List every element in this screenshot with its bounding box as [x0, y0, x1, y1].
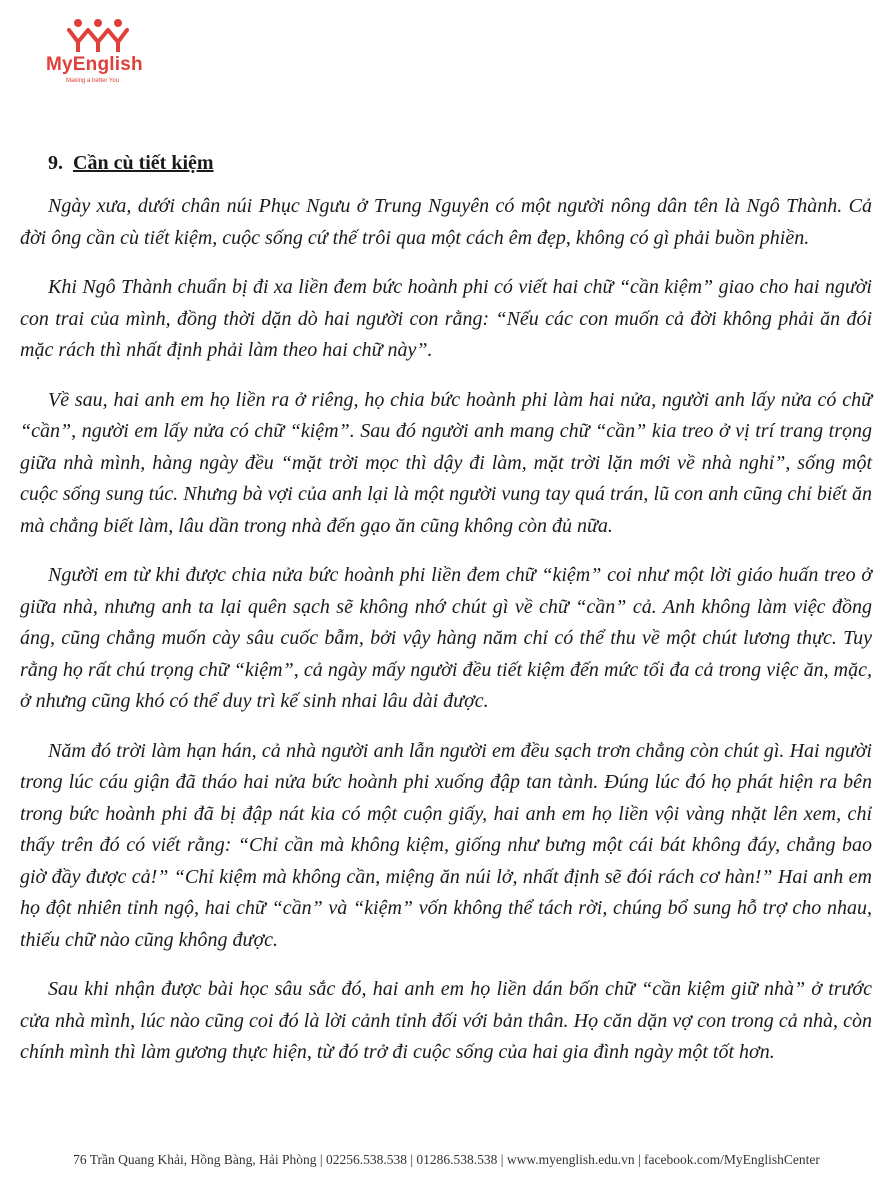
brand-tagline: Making a better You	[66, 78, 120, 84]
people-logo-icon	[66, 18, 130, 52]
section-title: Cần cù tiết kiệm	[73, 152, 214, 174]
brand-name: MyEnglish	[46, 54, 143, 75]
page-footer: 76 Trần Quang Khải, Hồng Bàng, Hải Phòng | 02256.538.538 | 01286.538.538 | www.myenglish.edu.vn | facebook.com/MyEnglishCenter	[73, 1152, 820, 1167]
story-paragraph: Khi Ngô Thành chuẩn bị đi xa liền đem bức hoành phi có viết hai chữ “cần kiệm” giao cho hai người con trai của mình, đồng thời dặn dò hai người con rằng: “Nếu các con muốn cả đời không phải ăn đói mặc rách thì nhất định phải làm theo hai chữ này”.	[20, 276, 872, 361]
brand-logo	[46, 18, 156, 88]
story-paragraph: Sau khi nhận được bài học sâu sắc đó, hai anh em họ liền dán bốn chữ “cần kiệm giữ nhà” ở trước cửa nhà mình, lúc nào cũng coi đó là lời cảnh tỉnh đối với bản thân. Họ căn dặn vợ con trong cả nhà, còn chính mình thì làm gương thực hiện, từ đó trở đi cuộc sống của hai gia đình ngày một tốt hơn.	[20, 978, 872, 1063]
section-number: 9.	[48, 152, 63, 174]
story-paragraph: Người em từ khi được chia nửa bức hoành phi liền đem chữ “kiệm” coi như một lời giáo huấn treo ở giữa nhà, nhưng anh ta lại quên sạch sẽ không nhớ chút gì về chữ “cần” cả. Anh không làm việc đồng áng, cũng chẳng muốn cày sâu cuốc bẫm, bởi vậy hàng năm chỉ có thể thu về một chút lương thực. Tuy rằng họ rất chú trọng chữ “kiệm”, cả ngày mấy người đều tiết kiệm đến mức tối đa cả trong việc ăn, mặc, ở nhưng cũng khó có thể duy trì kế sinh nhai lâu dài được.	[20, 564, 872, 712]
story-content	[20, 152, 872, 1087]
story-paragraph: Về sau, hai anh em họ liền ra ở riêng, họ chia bức hoành phi làm hai nửa, người anh lấy nửa có chữ “cần”, người em lấy nửa có chữ “kiệm”. Sau đó người anh mang chữ “cần” kia treo ở vị trí trang trọng giữa nhà mình, hàng ngày đều “mặt trời mọc thì dậy đi làm, mặt trời lặn mới về nhà nghỉ”, sống một cuộc sống sung túc. Nhưng bà vợi của anh lại là một người vung tay quá trán, lũ con anh cũng chỉ biết ăn mà chẳng biết làm, lâu dần trong nhà đến gạo ăn cũng không còn đủ nữa.	[20, 388, 872, 537]
section-heading	[48, 152, 872, 175]
story-paragraph: Ngày xưa, dưới chân núi Phục Ngưu ở Trung Nguyên có một người nông dân tên là Ngô Thành. Cả đời ông cần cù tiết kiệm, cuộc sống cứ thế trôi qua một cách êm đẹp, không có gì phải buồn phiền.	[20, 195, 872, 249]
story-paragraph: Năm đó trời làm hạn hán, cả nhà người anh lẫn người em đều sạch trơn chẳng còn chút gì. Hai người trong lúc cáu giận đã tháo hai nửa bức hoành phi xuống đập tan tành. Đúng lúc đó họ phát hiện ra bên trong bức hoành phi đã bị đập nát kia có một cuộn giấy, hai anh em họ liền vội vàng nhặt lên xem, chỉ thấy trên đó có viết rằng: “Chỉ cần mà không kiệm, giống như bưng một cái bát không đáy, chẳng bao giờ đầy được cả!” “Chỉ kiệm mà không cần, miệng ăn núi lở, nhất định sẽ đói rách cơ hàn!” Hai anh em họ đột nhiên tỉnh ngộ, hai chữ “cần” và “kiệm” vốn không thể tách rời, chúng bổ sung hỗ trợ cho nhau, thiếu chữ nào cũng không được.	[20, 739, 872, 951]
